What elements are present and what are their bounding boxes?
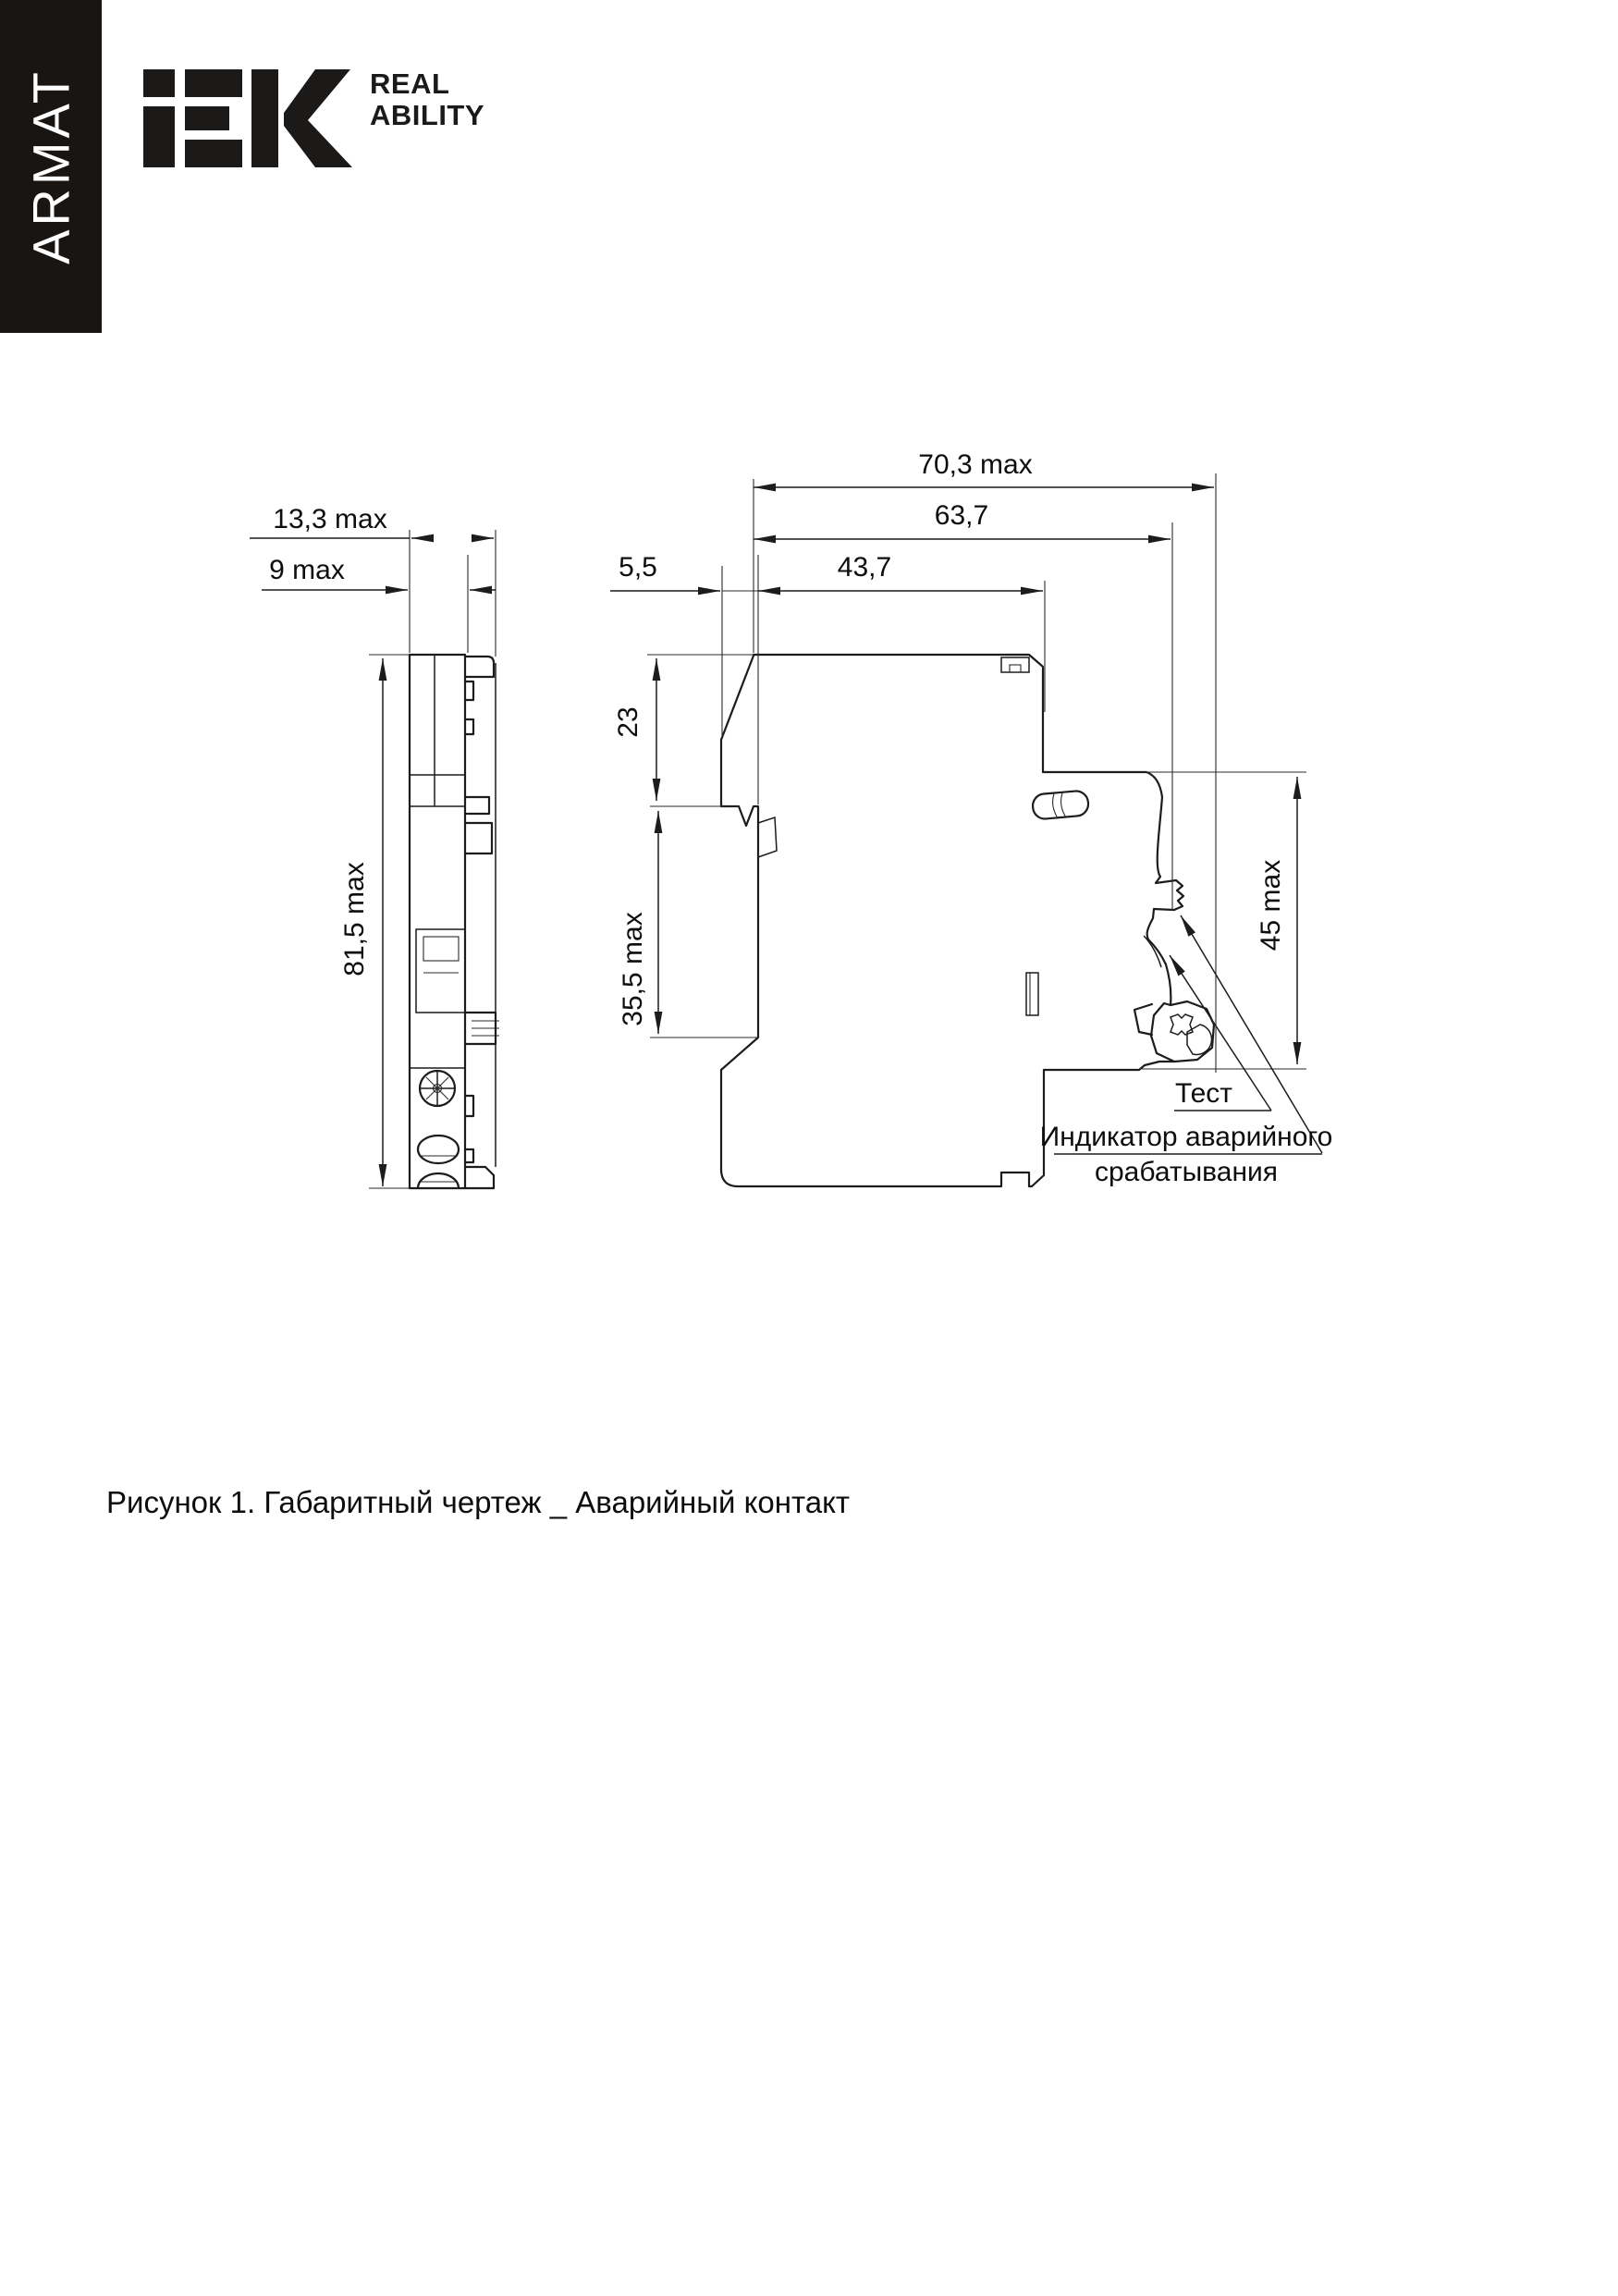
dim-side-upper-depth: 43,7 [837, 552, 892, 583]
dim-side-total-depth: 70,3 max [918, 449, 1033, 480]
callout-test: Тест [1174, 1078, 1233, 1109]
front-view [410, 655, 499, 1188]
toggle [1032, 790, 1089, 819]
callouts [1040, 915, 1333, 1187]
screw-icon [420, 1071, 455, 1106]
dim-side-front-height: 45 max [1256, 859, 1286, 952]
dim-side-upper-height: 23 [613, 706, 644, 738]
dim-front-body-width: 9 max [269, 555, 345, 585]
tagline-line1: REAL [370, 68, 450, 100]
figure-caption: Рисунок 1. Габаритный чертеж _ Аварийный контакт [106, 1485, 850, 1519]
dim-side-depth-to-button: 63,7 [934, 500, 989, 531]
callout-indicator-line1: Индикатор аварийного [1039, 1122, 1333, 1152]
side-view [721, 655, 1214, 1186]
dim-side-rear-tab: 5,5 [619, 552, 657, 583]
din-latch [1134, 1003, 1212, 1062]
dim-front-total-width: 13,3 max [273, 504, 387, 534]
dim-front-height: 81,5 max [339, 862, 370, 976]
callout-indicator-line2: срабатывания [1094, 1157, 1279, 1187]
dim-side-mid-height: 35,5 max [618, 912, 648, 1026]
tagline-line2: ABILITY [370, 99, 485, 131]
armat-banner-label: ARMAT [21, 68, 80, 264]
